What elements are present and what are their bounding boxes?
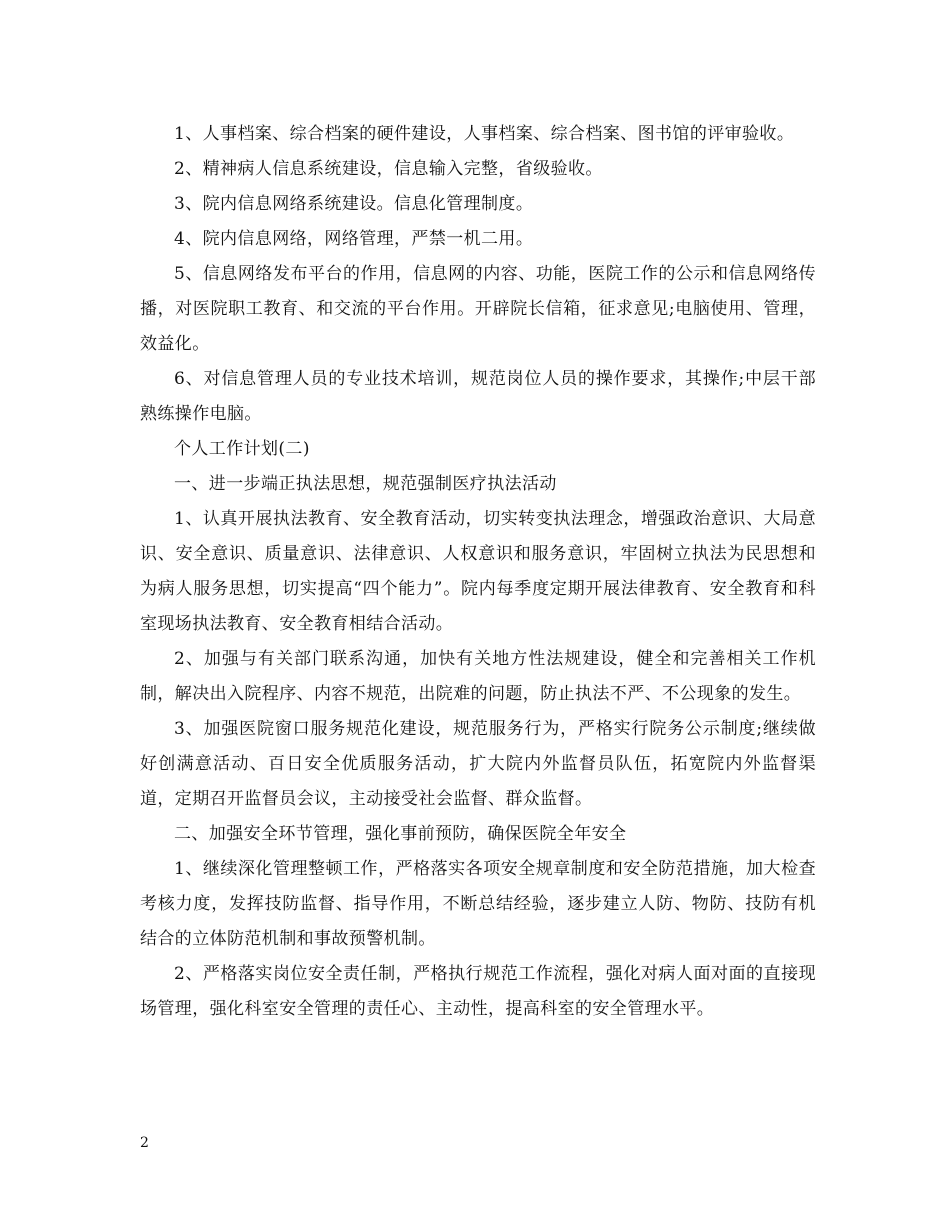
paragraph-11: 2、严格落实岗位安全责任制，严格执行规范工作流程，强化对病人面对面的直接现场管理，强化科室安全管理的责任心、主动性，提高科室的安全管理水平。 xyxy=(140,964,816,1019)
paragraph-5: 5、信息网络发布平台的作用，信息网的内容、功能，医院工作的公示和信息网络传播，对医院职工教育、和交流的平台作用。开辟院长信箱，征求意见;电脑使用、管理，效益化。 xyxy=(140,264,816,354)
paragraph-3: 3、院内信息网络系统建设。信息化管理制度。 xyxy=(174,194,534,214)
paragraph-10: 1、继续深化管理整顿工作，严格落实各项安全规章制度和安全防范措施，加大检查考核力度，发挥技防监督、指导作用，不断总结经验，逐步建立人防、物防、技防有机结合的立体防范机制和事故预警机制。 xyxy=(140,859,816,949)
paragraph-7: 1、认真开展执法教育、安全教育活动，切实转变执法理念，增强政治意识、大局意识、安全意识、质量意识、法律意识、人权意识和服务意识，牢固树立执法为民思想和为病人服务思想，切实提高“四个能力”。院内每季度定期开展法律教育、安全教育和科室现场执法教育、安全教育相结合活动。 xyxy=(140,509,816,634)
paragraph-8: 2、加强与有关部门联系沟通，加快有关地方性法规建设，健全和完善相关工作机制，解决出入院程序、内容不规范，出院难的问题，防止执法不严、不公现象的发生。 xyxy=(140,649,816,704)
paragraph-6: 6、对信息管理人员的专业技术培训，规范岗位人员的操作要求，其操作;中层干部熟练操作电脑。 xyxy=(140,369,816,424)
paragraph-1: 1、人事档案、综合档案的硬件建设，人事档案、综合档案、图书馆的评审验收。 xyxy=(174,124,795,144)
paragraph-2: 2、精神病人信息系统建设，信息输入完整，省级验收。 xyxy=(174,159,603,179)
section-title-plan-two: 个人工作计划(二) xyxy=(174,439,310,459)
heading-part-one: 一、进一步端正执法思想，规范强制医疗执法活动 xyxy=(174,474,557,494)
document-body xyxy=(140,117,816,1027)
paragraph-4: 4、院内信息网络，网络管理，严禁一机二用。 xyxy=(174,229,534,249)
heading-part-two: 二、加强安全环节管理，强化事前预防，确保医院全年安全 xyxy=(174,824,627,844)
paragraph-9: 3、加强医院窗口服务规范化建设，规范服务行为，严格实行院务公示制度;继续做好创满意活动、百日安全优质服务活动，扩大院内外监督员队伍，拓宽院内外监督渠道，定期召开监督员会议，主动接受社会监督、群众监督。 xyxy=(140,719,816,809)
page-number: 2 xyxy=(140,1135,149,1151)
